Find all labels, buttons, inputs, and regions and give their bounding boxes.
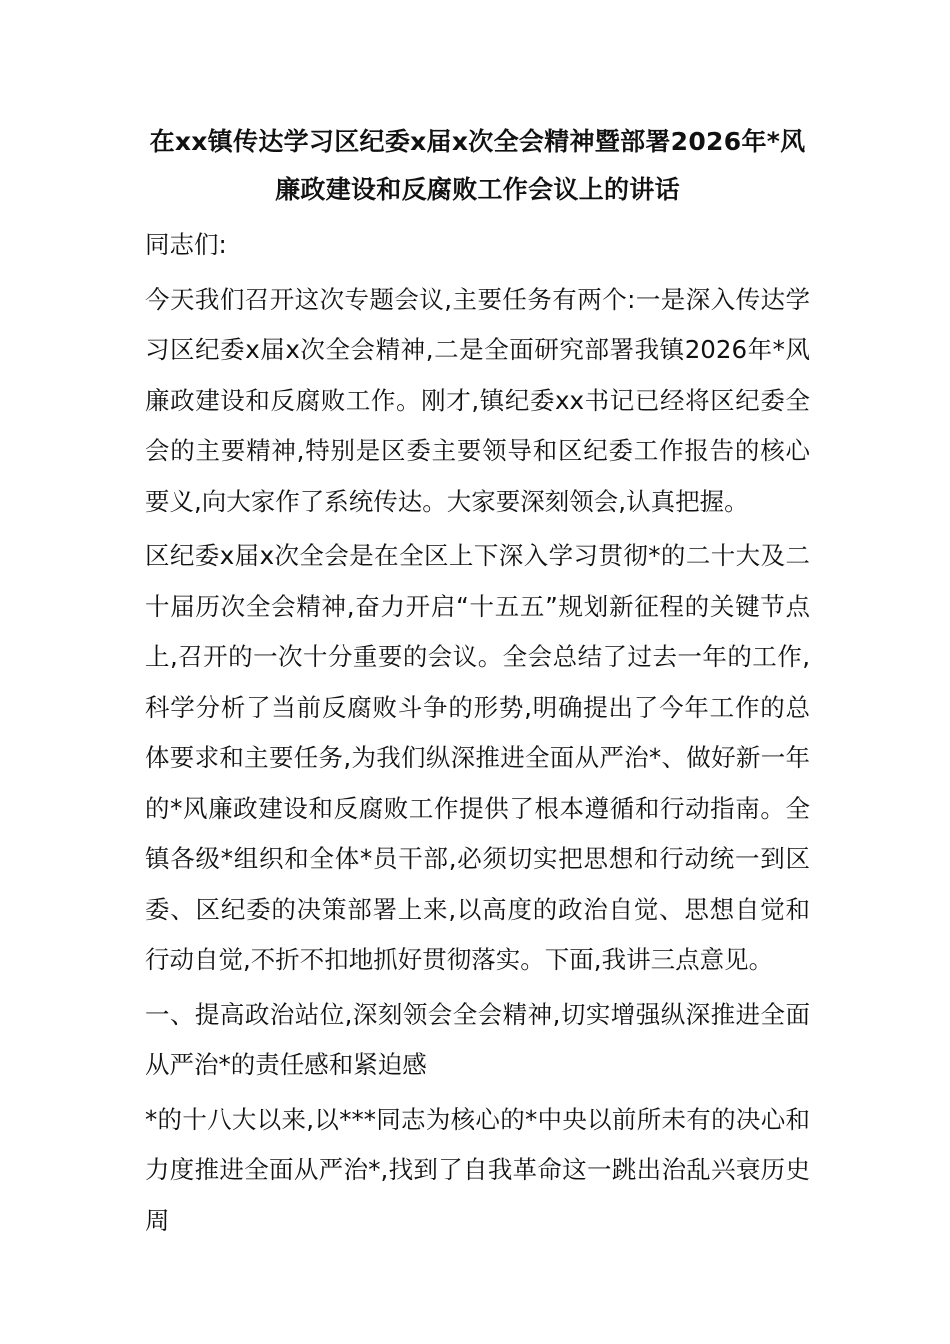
section-heading-1: 一、提高政治站位,深刻领会全会精神,切实增强纵深推进全面从严治*的责任感和紧迫感 [145, 999, 810, 1079]
paragraph-plenary-significance: 区纪委x届x次全会是在全区上下深入学习贯彻*的二十大及二十届历次全会精神,奋力开启“十五五”规划新征程的关键节点上,召开的一次十分重要的会议。全会总结了过去一年的工作,科学分析了当前反腐败斗争的形势,明确提出了今年工作的总体要求和主要任务,为我们纵深推进全面从严治*、做好新一年的*风廉政建设和反腐败工作提供了根本遵循和行动指南。全镇各级*组织和全体*员干部,必须切实把思想和行动统一到区委、区纪委的决策部署上来,以高度的政治自觉、思想自觉和行动自觉,不折不扣地抓好贯彻落实。下面,我讲三点意见。 [145, 541, 810, 974]
document-page [145, 118, 810, 1246]
salutation: 同志们: [145, 230, 227, 259]
paragraph-section-1-body: *的十八大以来,以***同志为核心的*中央以前所未有的决心和力度推进全面从严治*,找到了自我革命这一跳出治乱兴衰历史周 [145, 1104, 810, 1235]
paragraph-intro: 今天我们召开这次专题会议,主要任务有两个:一是深入传达学习区纪委x届x次全会精神,二是全面研究部署我镇2026年*风廉政建设和反腐败工作。刚才,镇纪委xx书记已经将区纪委全会的主要精神,特别是区委主要领导和区纪委工作报告的核心要义,向大家作了系统传达。大家要深刻领会,认真把握。 [145, 284, 810, 516]
document-title: 在xx镇传达学习区纪委x届x次全会精神暨部署2026年*风廉政建设和反腐败工作会议上的讲话 [149, 127, 806, 204]
